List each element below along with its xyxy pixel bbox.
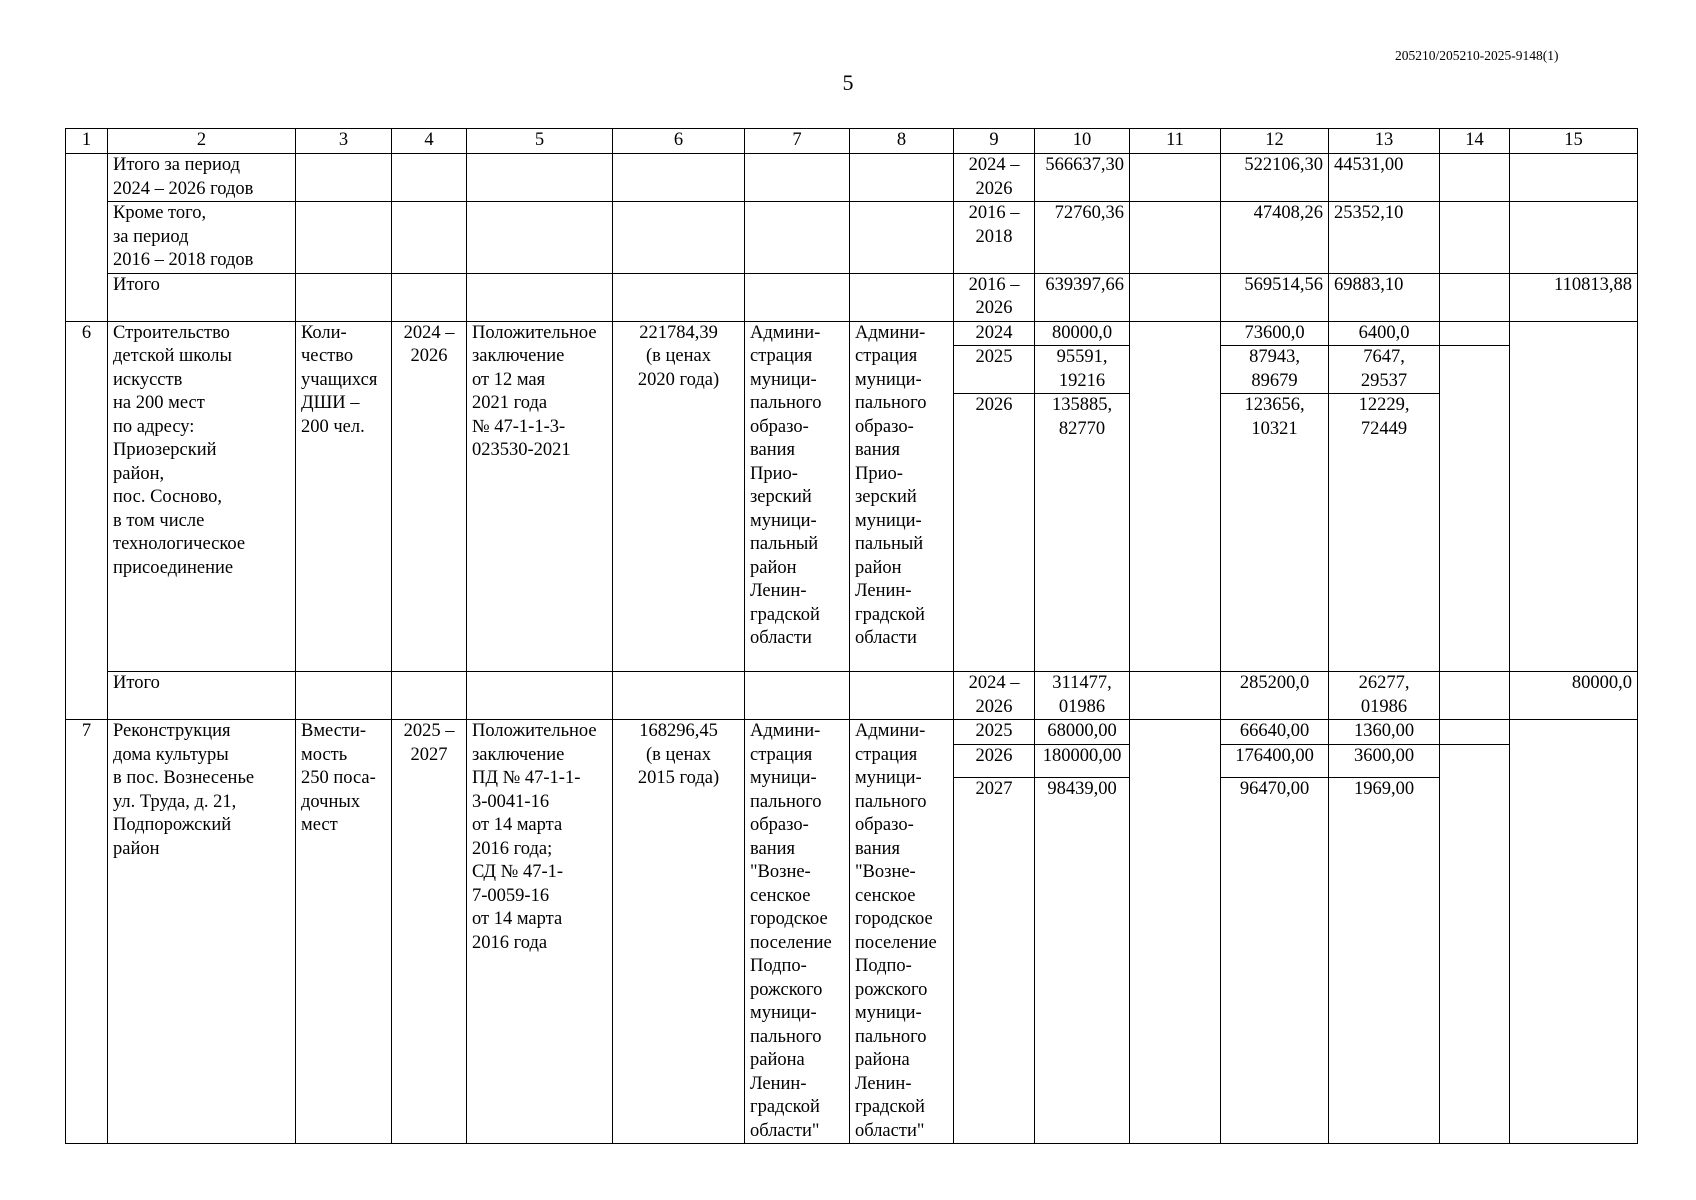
object-name: Реконструкция дома культуры в пос. Вознесенье ул. Труда, д. 21, Подпорожский район <box>108 720 296 1144</box>
other-amount: 80000,0 <box>1510 672 1638 720</box>
column-number: 13 <box>1329 129 1440 154</box>
period-cell: 2024 – 2026 <box>954 154 1035 202</box>
customer: Админи- страция муници- пального образо- вания Прио- зерский муници- пальный район Ленин- градской области <box>745 321 850 672</box>
column-number: 1 <box>66 129 108 154</box>
total-amount: 566637,30 <box>1035 154 1130 202</box>
total-amount: 72760,36 <box>1035 202 1130 274</box>
column-number: 2 <box>108 129 296 154</box>
local-amount: 1969,00 <box>1329 778 1440 1144</box>
column-number-row <box>66 129 1638 154</box>
object-capacity: Вмести- мость 250 поса- дочных мест <box>296 720 392 1144</box>
regional-amount: 569514,56 <box>1221 273 1329 321</box>
item-6-total-row <box>66 672 1638 720</box>
item-number: 7 <box>66 720 108 1144</box>
column-number: 14 <box>1440 129 1510 154</box>
total-amount: 311477, 01986 <box>1035 672 1130 720</box>
row-label: Итого <box>108 273 296 321</box>
period-cell: 2016 – 2026 <box>954 273 1035 321</box>
year-cell: 2026 <box>954 744 1035 778</box>
expert-conclusion: Положительное заключение от 12 мая 2021 года № 47-1-1-3- 023530-2021 <box>467 321 613 672</box>
item-6-year-row <box>66 321 1638 346</box>
column-number: 5 <box>467 129 613 154</box>
total-amount: 95591, 19216 <box>1035 346 1130 394</box>
estimated-cost: 221784,39 (в ценах 2020 года) <box>613 321 745 672</box>
regional-amount: 66640,00 <box>1221 720 1329 745</box>
period-cell: 2024 – 2026 <box>954 672 1035 720</box>
object-name: Строительство детской школы искусств на 200 мест по адресу: Приозерский район, пос. Сосново, в том числе технологическое присоединение <box>108 321 296 672</box>
investment-table <box>65 128 1638 1144</box>
total-amount: 68000,00 <box>1035 720 1130 745</box>
row-label: Итого за период 2024 – 2026 годов <box>108 154 296 202</box>
regional-amount: 522106,30 <box>1221 154 1329 202</box>
local-amount: 6400,0 <box>1329 321 1440 346</box>
year-cell: 2024 <box>954 321 1035 346</box>
row-label: Кроме того, за период 2016 – 2018 годов <box>108 202 296 274</box>
column-number: 15 <box>1510 129 1638 154</box>
year-cell: 2025 <box>954 346 1035 394</box>
year-cell: 2025 <box>954 720 1035 745</box>
expert-conclusion: Положительное заключение ПД № 47-1-1- 3-0041-16 от 14 марта 2016 года; СД № 47-1- 7-0059-16 от 14 марта 2016 года <box>467 720 613 1144</box>
total-amount: 98439,00 <box>1035 778 1130 1144</box>
column-number: 4 <box>392 129 467 154</box>
summary-row-total <box>66 273 1638 321</box>
developer: Админи- страция муници- пального образо- вания Прио- зерский муници- пальный район Ленин- градской области <box>850 321 954 672</box>
column-number: 7 <box>745 129 850 154</box>
total-amount: 180000,00 <box>1035 744 1130 778</box>
total-amount: 135885, 82770 <box>1035 394 1130 672</box>
summary-row-period-total <box>66 154 1638 202</box>
total-amount: 80000,0 <box>1035 321 1130 346</box>
item-number: 6 <box>66 321 108 720</box>
item-7-year-row <box>66 720 1638 745</box>
local-amount: 26277, 01986 <box>1329 672 1440 720</box>
construction-term: 2024 – 2026 <box>392 321 467 672</box>
page-number: 5 <box>842 70 854 95</box>
row-label: Итого <box>108 672 296 720</box>
local-amount: 3600,00 <box>1329 744 1440 778</box>
object-capacity: Коли- чество учащихся ДШИ – 200 чел. <box>296 321 392 672</box>
column-number: 10 <box>1035 129 1130 154</box>
period-cell: 2016 – 2018 <box>954 202 1035 274</box>
document-reference-number: 205210/205210-2025-9148(1) <box>1395 48 1559 63</box>
column-number: 11 <box>1130 129 1221 154</box>
empty-cell <box>66 154 108 322</box>
summary-row-besides <box>66 202 1638 274</box>
column-number: 3 <box>296 129 392 154</box>
regional-amount: 87943, 89679 <box>1221 346 1329 394</box>
column-number: 8 <box>850 129 954 154</box>
regional-amount: 47408,26 <box>1221 202 1329 274</box>
construction-term: 2025 – 2027 <box>392 720 467 1144</box>
local-amount: 69883,10 <box>1329 273 1440 321</box>
total-amount: 639397,66 <box>1035 273 1130 321</box>
estimated-cost: 168296,45 (в ценах 2015 года) <box>613 720 745 1144</box>
regional-amount: 73600,0 <box>1221 321 1329 346</box>
other-amount: 110813,88 <box>1510 273 1638 321</box>
developer: Админи- страция муници- пального образо- вания "Возне- сенское городское поселение Подпо- рожского муници- пального района Ленин- градской области" <box>850 720 954 1144</box>
column-number: 9 <box>954 129 1035 154</box>
local-amount: 25352,10 <box>1329 202 1440 274</box>
local-amount: 1360,00 <box>1329 720 1440 745</box>
regional-amount: 123656, 10321 <box>1221 394 1329 672</box>
column-number: 6 <box>613 129 745 154</box>
regional-amount: 176400,00 <box>1221 744 1329 778</box>
customer: Админи- страция муници- пального образо- вания "Возне- сенское городское поселение Подпо- рожского муници- пального района Ленин- градской области" <box>745 720 850 1144</box>
year-cell: 2026 <box>954 394 1035 672</box>
local-amount: 12229, 72449 <box>1329 394 1440 672</box>
local-amount: 44531,00 <box>1329 154 1440 202</box>
local-amount: 7647, 29537 <box>1329 346 1440 394</box>
year-cell: 2027 <box>954 778 1035 1144</box>
regional-amount: 285200,0 <box>1221 672 1329 720</box>
regional-amount: 96470,00 <box>1221 778 1329 1144</box>
column-number: 12 <box>1221 129 1329 154</box>
